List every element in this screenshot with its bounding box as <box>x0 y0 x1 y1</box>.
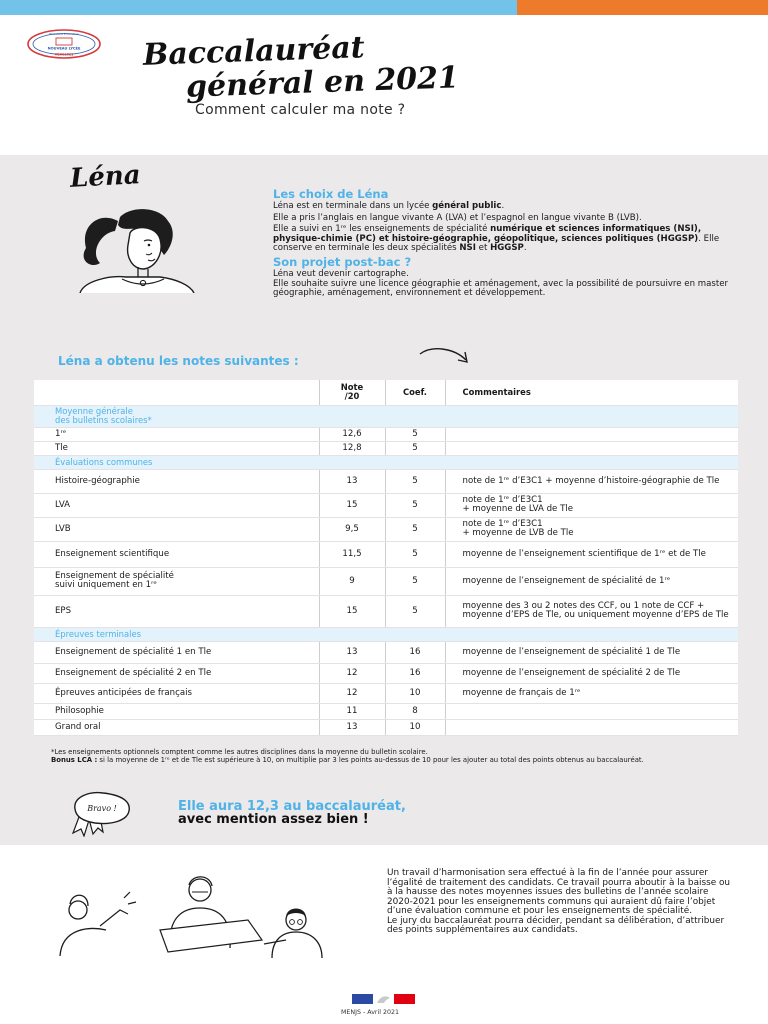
note-cell: 12,8 <box>319 441 385 455</box>
comment-cell: moyenne de l’enseignement de spécialité de 1ʳᵉ <box>445 567 738 595</box>
coef-cell: 5 <box>385 441 445 455</box>
section-evaluations-communes <box>34 455 738 469</box>
title-line-2: général en 2021 <box>185 60 460 105</box>
comment-cell <box>445 703 738 719</box>
top-bar-blue <box>0 0 517 15</box>
logo-text-mid: NOUVEAU LYCÉE <box>47 46 81 51</box>
coef-cell: 5 <box>385 517 445 541</box>
footnote-line-1: *Les enseignements optionnels comptent comme les autres disciplines dans la moyenne du bulletin scolaire. <box>51 748 428 756</box>
table-header-row <box>34 380 738 405</box>
table-row <box>34 719 738 735</box>
subject-cell: Tle <box>34 441 319 455</box>
p3-and: et <box>475 243 491 254</box>
table-row <box>34 595 738 627</box>
logo-text-top: Ministère Éducation <box>49 31 79 36</box>
table-row <box>34 663 738 683</box>
bonus-text: si la moyenne de 1ʳᵉ et de Tle est supérieure à 10, on multiplie par 3 les points au-dessus de 10 pour les ajouter au total des points obtenus au baccalauréat. <box>97 756 644 764</box>
student-profile-text <box>273 188 733 301</box>
coef-cell: 10 <box>385 719 445 735</box>
subject-cell: Histoire-géographie <box>34 469 319 493</box>
harmonisation-text <box>387 869 737 936</box>
section-epreuves-terminales <box>34 627 738 641</box>
table-row <box>34 441 738 455</box>
note-cell: 11 <box>319 703 385 719</box>
subject-cell: LVB <box>34 517 319 541</box>
project-paragraph-1: Léna veut devenir cartographe. <box>273 268 409 279</box>
section-evaluations-communes-label: Évaluations communes <box>34 455 738 469</box>
profile-paragraph-1 <box>273 202 733 212</box>
comment-cell: note de 1ʳᵉ d’E3C1 + moyenne d’histoire-géographie de Tle <box>445 469 738 493</box>
logo-text-bottom: #BAC2021 <box>54 52 74 57</box>
comment-cell: moyenne de l’enseignement de spécialité 2 de Tle <box>445 663 738 683</box>
section-epreuves-terminales-label: Épreuves terminales <box>34 627 738 641</box>
project-paragraph-2: Elle souhaite suivre une licence géographie et aménagement, avec la possibilité de poursuivre en master géographie, aménagement, environnement et développement. <box>273 278 729 299</box>
student-portrait-illustration <box>60 203 210 293</box>
note-cell: 12 <box>319 663 385 683</box>
table-row <box>34 427 738 441</box>
page-title <box>139 30 639 106</box>
nouveau-lycee-logo <box>27 29 101 59</box>
top-color-bar <box>0 0 768 15</box>
p3-mid: . Elle conserve en terminale les deux spécialités <box>273 233 720 254</box>
p1-bold: général public <box>432 201 502 211</box>
table-row <box>34 641 738 663</box>
page-subtitle: Comment calculer ma note ? <box>195 102 406 118</box>
grades-table-container <box>34 380 738 736</box>
grades-table <box>34 380 738 736</box>
harmonisation-paragraph-2: Le jury du baccalauréat pourra décider, pendant sa délibération, d’attribuer des points supplémentaires aux candidats. <box>387 915 725 935</box>
subject-cell: 1ʳᵉ <box>34 427 319 441</box>
subject-cell: Enseignement de spécialité 1 en Tle <box>34 641 319 663</box>
comment-cell <box>445 441 738 455</box>
note-cell: 11,5 <box>319 541 385 567</box>
footnote-bonus <box>51 756 741 764</box>
subject-cell: Grand oral <box>34 719 319 735</box>
coef-cell: 8 <box>385 703 445 719</box>
comment-cell <box>445 719 738 735</box>
header-subject <box>34 380 319 405</box>
note-cell: 13 <box>319 469 385 493</box>
note-cell: 12 <box>319 683 385 703</box>
table-row <box>34 541 738 567</box>
note-cell: 9 <box>319 567 385 595</box>
subject-cell: Philosophie <box>34 703 319 719</box>
subject-cell: EPS <box>34 595 319 627</box>
section-moyenne-generale <box>34 405 738 427</box>
header-comments: Commentaires <box>445 380 738 405</box>
subject-cell: LVA <box>34 493 319 517</box>
p3-pre: Elle a suivi en 1ʳᵉ les enseignements de spécialité <box>273 224 491 235</box>
coef-cell: 5 <box>385 469 445 493</box>
grades-table-body <box>34 405 738 735</box>
table-row <box>34 567 738 595</box>
harmonisation-paragraph-1: Un travail d’harmonisation sera effectué à la fin de l’année pour assurer l’égalité de traitement des candidats. Ce travail pourra aboutir à la baisse ou à la hausse des notes moyennes issues des bulletins de l’année scolaire 2020-2021 pour les enseignements communs qui auraient dû faire l’objet d’une évaluation commune et pour les enseignements de spécialité. <box>387 868 731 916</box>
comment-cell: moyenne de l’enseignement scientifique de 1ʳᵉ et de Tle <box>445 541 738 567</box>
table-row <box>34 493 738 517</box>
note-cell: 15 <box>319 493 385 517</box>
result-line-1: Elle aura 12,3 au baccalauréat, <box>178 799 406 814</box>
coef-cell: 5 <box>385 595 445 627</box>
coef-cell: 5 <box>385 567 445 595</box>
comment-cell: note de 1ʳᵉ d’E3C1 + moyenne de LVA de Tle <box>445 493 738 517</box>
p1-pre: Léna est en terminale dans un lycée <box>273 201 433 211</box>
coef-cell: 5 <box>385 541 445 567</box>
title-line-1: Baccalauréat <box>142 30 366 73</box>
p3-bold-nsi: NSI <box>459 243 476 254</box>
bravo-badge-icon <box>67 789 137 837</box>
coef-cell: 5 <box>385 493 445 517</box>
result-line-2: avec mention assez bien ! <box>178 812 369 827</box>
footnote <box>51 748 741 764</box>
team-meeting-illustration <box>50 868 340 958</box>
note-cell: 13 <box>319 719 385 735</box>
p3-bold: numérique et sciences informatiques (NSI), physique-chimie (PC) et histoire-géographie, géopolitique, sciences politiques (HGGSP) <box>273 224 702 244</box>
note-cell: 15 <box>319 595 385 627</box>
footer-credit: MENJS - Avril 2021 <box>341 1009 400 1016</box>
note-cell: 13 <box>319 641 385 663</box>
republique-francaise-logo <box>352 994 415 1004</box>
coef-cell: 16 <box>385 663 445 683</box>
note-cell: 9,5 <box>319 517 385 541</box>
header-note: Note /20 <box>319 380 385 405</box>
profile-paragraph-2: Elle a pris l’anglais en langue vivante A (LVA) et l’espagnol en langue vivante B (LVB). <box>273 212 642 223</box>
comment-cell <box>445 427 738 441</box>
table-row <box>34 703 738 719</box>
table-row <box>34 683 738 703</box>
coef-cell: 10 <box>385 683 445 703</box>
top-bar-orange <box>517 0 768 15</box>
project-heading: Son projet post-bac ? <box>273 254 412 269</box>
curved-arrow-icon <box>418 346 472 372</box>
section-moyenne-generale-label: Moyenne générale des bulletins scolaires* <box>34 405 738 427</box>
comment-cell: moyenne de l’enseignement de spécialité 1 de Tle <box>445 641 738 663</box>
table-row <box>34 517 738 541</box>
bonus-label: Bonus LCA : <box>51 756 98 764</box>
p3-post: . <box>523 243 527 254</box>
coef-cell: 5 <box>385 427 445 441</box>
subject-cell: Enseignement de spécialité suivi uniquement en 1ʳᵉ <box>34 567 319 595</box>
comment-cell: moyenne des 3 ou 2 notes des CCF, ou 1 note de CCF + moyenne d’EPS de Tle, ou uniquement moyenne d’EPS de Tle <box>445 595 738 627</box>
p1-post: . <box>501 201 505 211</box>
notes-heading: Léna a obtenu les notes suivantes : <box>58 354 299 368</box>
profile-paragraph-3 <box>273 225 733 254</box>
comment-cell: note de 1ʳᵉ d’E3C1 + moyenne de LVB de Tle <box>445 517 738 541</box>
subject-cell: Enseignement scientifique <box>34 541 319 567</box>
student-name: Léna <box>69 160 142 194</box>
subject-cell: Épreuves anticipées de français <box>34 683 319 703</box>
note-cell: 12,6 <box>319 427 385 441</box>
subject-cell: Enseignement de spécialité 2 en Tle <box>34 663 319 683</box>
badge-text: Bravo ! <box>87 804 117 813</box>
table-row <box>34 469 738 493</box>
header-coef: Coef. <box>385 380 445 405</box>
choices-heading: Les choix de Léna <box>273 187 389 201</box>
comment-cell: moyenne de français de 1ʳᵉ <box>445 683 738 703</box>
coef-cell: 16 <box>385 641 445 663</box>
p3-bold-hggsp: HGGSP <box>490 243 524 254</box>
